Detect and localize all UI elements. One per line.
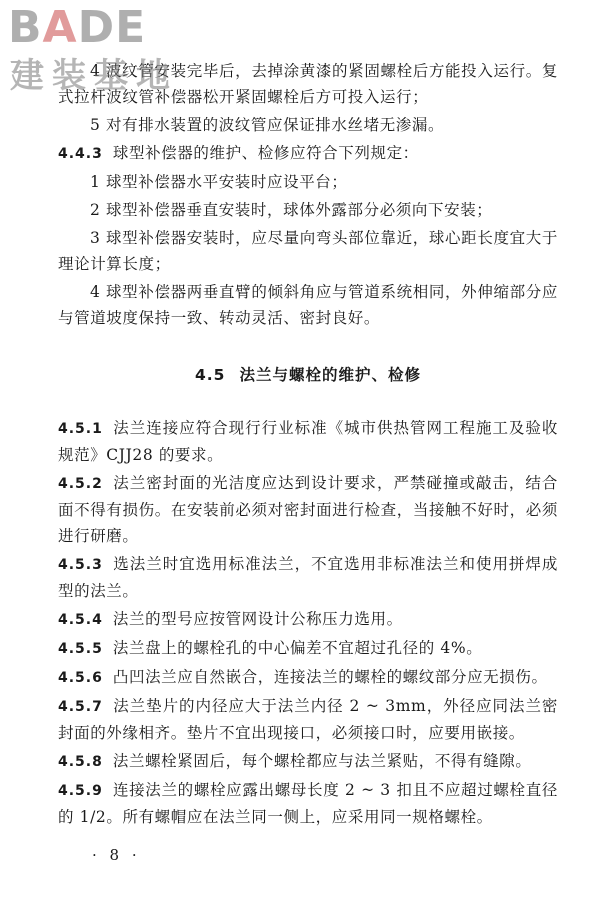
clause-text: 法兰盘上的螺栓孔的中心偏差不宜超过孔径的 4%。: [112, 639, 483, 657]
clause-4-4-2-item-5: 5 对有排水装置的波纹管应保证排水丝堵无渗漏。: [90, 116, 445, 134]
clause-4-5-1: [58, 415, 558, 468]
document-body: [58, 58, 558, 832]
clause-number: 4.5.2: [58, 476, 103, 492]
clause-4-5-7: [58, 693, 558, 746]
clause-text: 球型补偿器的维护、检修应符合下列规定：: [112, 144, 419, 162]
clause-number: 4.5.4: [58, 612, 103, 628]
clause-4-5-9: [58, 777, 558, 830]
clause-4-4-3-item-2: 2 球型补偿器垂直安装时，球体外露部分必须向下安装；: [90, 201, 493, 219]
clause-text: 法兰密封面的光洁度应达到设计要求，严禁碰撞或敲击，结合面不得有损伤。在安装前必须对密封面进行检查，当接触不好时，必须进行研磨。: [58, 474, 558, 545]
clause-text: 法兰连接应符合现行行业标准《城市供热管网工程施工及验收规范》CJJ28 的要求。: [58, 419, 558, 464]
clause-text: 凸凹法兰应自然嵌合，连接法兰的螺栓的螺纹部分应无损伤。: [112, 668, 548, 686]
clause-4-5-8: [58, 748, 558, 775]
clause-4-5-4: [58, 606, 558, 633]
watermark-subtitle: 建装基地: [10, 56, 178, 96]
page-number: · 8 ·: [92, 846, 141, 864]
clause-text: 法兰螺栓紧固后，每个螺栓都应与法兰紧贴，不得有缝隙。: [112, 752, 532, 770]
clause-4-4-3-item-1: 1 球型补偿器水平安装时应设平台；: [90, 173, 348, 191]
clause-4-4-3-item-3: 3 球型补偿器安装时，应尽量向弯头部位靠近，球心距长度宜大于理论计算长度；: [58, 229, 558, 273]
section-number: 4.5: [195, 366, 226, 384]
clause-4-5-3: [58, 551, 558, 604]
clause-text: 法兰的型号应按管网设计公称压力选用。: [112, 610, 403, 628]
clause-4-4-3-item-4: 4 球型补偿器两垂直臂的倾斜角应与管道系统相同，外伸缩部分应与管道坡度保持一致、转动灵活、密封良好。: [58, 283, 558, 327]
watermark-brand: BADE: [8, 2, 147, 53]
clause-text: 选法兰时宜选用标准法兰，不宜选用非标准法兰和使用拼焊成型的法兰。: [58, 555, 558, 600]
section-heading: 法兰与螺栓的维护、检修: [239, 365, 421, 384]
clause-number: 4.4.3: [58, 146, 103, 162]
clause-text: 连接法兰的螺栓应露出螺母长度 2 ~ 3 扣且不应超过螺栓直径的 1/2。所有螺帽应在法兰同一侧上，应采用同一规格螺栓。: [58, 781, 558, 826]
clause-number: 4.5.9: [58, 783, 103, 799]
clause-number: 4.5.7: [58, 699, 103, 715]
section-title: [58, 363, 558, 385]
clause-number: 4.5.6: [58, 670, 103, 686]
clause-4-5-6: [58, 664, 558, 691]
clause-4-5-2: [58, 470, 558, 549]
clause-text: 法兰垫片的内径应大于法兰内径 2 ~ 3mm，外径应同法兰密封面的外缘相齐。垫片不宜出现接口，必须接口时，应要用嵌接。: [58, 697, 558, 742]
clause-4-4-2-item-4: 4 波纹管安装完毕后，去掉涂黄漆的紧固螺栓后方能投入运行。复式拉杆波纹管补偿器松开紧固螺栓后方可投入运行；: [58, 62, 558, 106]
clause-number: 4.5.3: [58, 557, 103, 573]
clause-4-5-5: [58, 635, 558, 662]
clause-number: 4.5.5: [58, 641, 103, 657]
clause-number: 4.5.8: [58, 754, 103, 770]
clause-4-4-3: [58, 140, 558, 167]
clause-number: 4.5.1: [58, 421, 103, 437]
